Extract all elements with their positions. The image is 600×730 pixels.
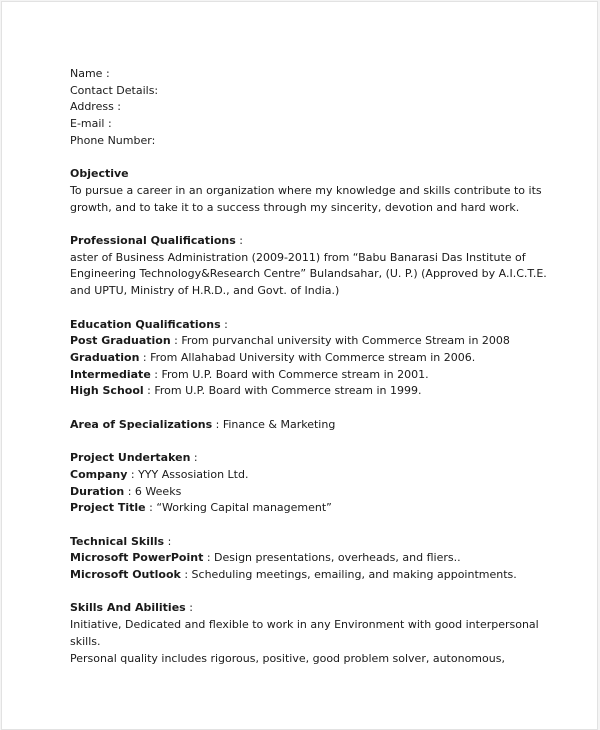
education-section	[70, 317, 530, 401]
objective-heading: Objective	[70, 167, 129, 181]
skills-heading-row	[70, 600, 530, 617]
education-item-text: : From U.P. Board with Commerce stream in 2001.	[150, 367, 429, 381]
education-item-label: Graduation	[70, 350, 140, 364]
education-item-label: High School	[70, 384, 144, 398]
skills-line: skills.	[70, 634, 101, 648]
specialization-text: : Finance & Marketing	[212, 417, 336, 431]
resume-content	[70, 66, 547, 667]
education-item-label: Post Graduation	[70, 334, 171, 348]
contact-section	[70, 66, 530, 150]
project-item-label: Project Title	[70, 501, 146, 515]
project-item-text: : 6 Weeks	[124, 484, 182, 498]
technical-item-text: : Scheduling meetings, emailing, and making appointments.	[180, 568, 517, 581]
specialization-row	[70, 417, 530, 434]
email-label: E-mail :	[70, 117, 112, 131]
heading-colon: :	[220, 317, 228, 331]
project-item-text: : YYY Assosiation Ltd.	[127, 467, 249, 481]
technical-item	[70, 550, 530, 567]
technical-section	[70, 534, 530, 584]
education-heading: Education Qualifications	[70, 317, 221, 331]
education-item	[70, 383, 530, 400]
skills-section	[70, 600, 539, 667]
education-item-text: : From purvanchal university with Commerce Stream in 2008	[170, 334, 510, 348]
document-page	[1, 1, 598, 730]
education-item	[70, 367, 530, 384]
professional-line: aster of Business Administration (2009-2011) from “Babu Banarasi Das Institute of	[70, 250, 526, 264]
technical-heading: Technical Skills	[70, 534, 165, 548]
professional-heading-row	[70, 233, 530, 250]
education-item-text: : From U.P. Board with Commerce stream in 1999.	[143, 384, 422, 398]
technical-item-label: Microsoft Outlook	[70, 568, 181, 581]
professional-line: and UPTU, Ministry of H.R.D., and Govt. of India.)	[70, 284, 340, 298]
skills-line: Initiative, Dedicated and flexible to work in any Environment with good interpersonal	[70, 618, 539, 632]
address-label: Address :	[70, 100, 122, 114]
contact-details-label: Contact Details:	[70, 83, 159, 97]
project-item	[70, 467, 530, 484]
project-item-label: Company	[70, 467, 128, 481]
project-heading-row	[70, 450, 530, 467]
education-item-label: Intermediate	[70, 367, 151, 381]
heading-colon: :	[235, 234, 243, 247]
technical-item-label: Microsoft PowerPoint	[70, 551, 204, 565]
education-item-text: : From Allahabad University with Commerce stream in 2006.	[139, 350, 476, 364]
education-item	[70, 333, 530, 350]
technical-heading-row	[70, 534, 530, 551]
professional-line: Engineering Technology&Research Centre” Bulandsahar, (U. P.) (Approved by A.I.C.T.E.	[70, 267, 547, 281]
heading-colon: :	[190, 451, 198, 465]
project-section	[70, 450, 530, 517]
technical-item-text: : Design presentations, overheads, and fliers..	[203, 551, 461, 565]
objective-line: growth, and to take it to a success through my sincerity, devotion and hard work.	[70, 200, 520, 214]
education-heading-row	[70, 317, 530, 334]
project-item	[70, 500, 530, 517]
professional-section	[70, 233, 547, 300]
heading-colon: :	[185, 601, 193, 615]
education-item	[70, 350, 530, 367]
objective-line: To pursue a career in an organization where my knowledge and skills contribute to its	[70, 183, 542, 197]
project-item-label: Duration	[70, 484, 125, 498]
name-label: Name :	[70, 67, 110, 80]
specialization-label: Area of Specializations	[70, 417, 213, 431]
specialization-section	[70, 417, 530, 434]
phone-label: Phone Number:	[70, 133, 156, 147]
skills-line: Personal quality includes rigorous, positive, good problem solver, autonomous,	[70, 651, 505, 665]
skills-heading: Skills And Abilities	[70, 601, 186, 615]
heading-colon: :	[164, 534, 172, 548]
project-heading: Project Undertaken	[70, 451, 191, 465]
objective-section	[70, 166, 542, 216]
technical-item	[70, 567, 530, 584]
project-item-text: : “Working Capital management”	[145, 501, 332, 515]
professional-heading: Professional Qualifications	[70, 234, 236, 247]
project-item	[70, 484, 530, 501]
